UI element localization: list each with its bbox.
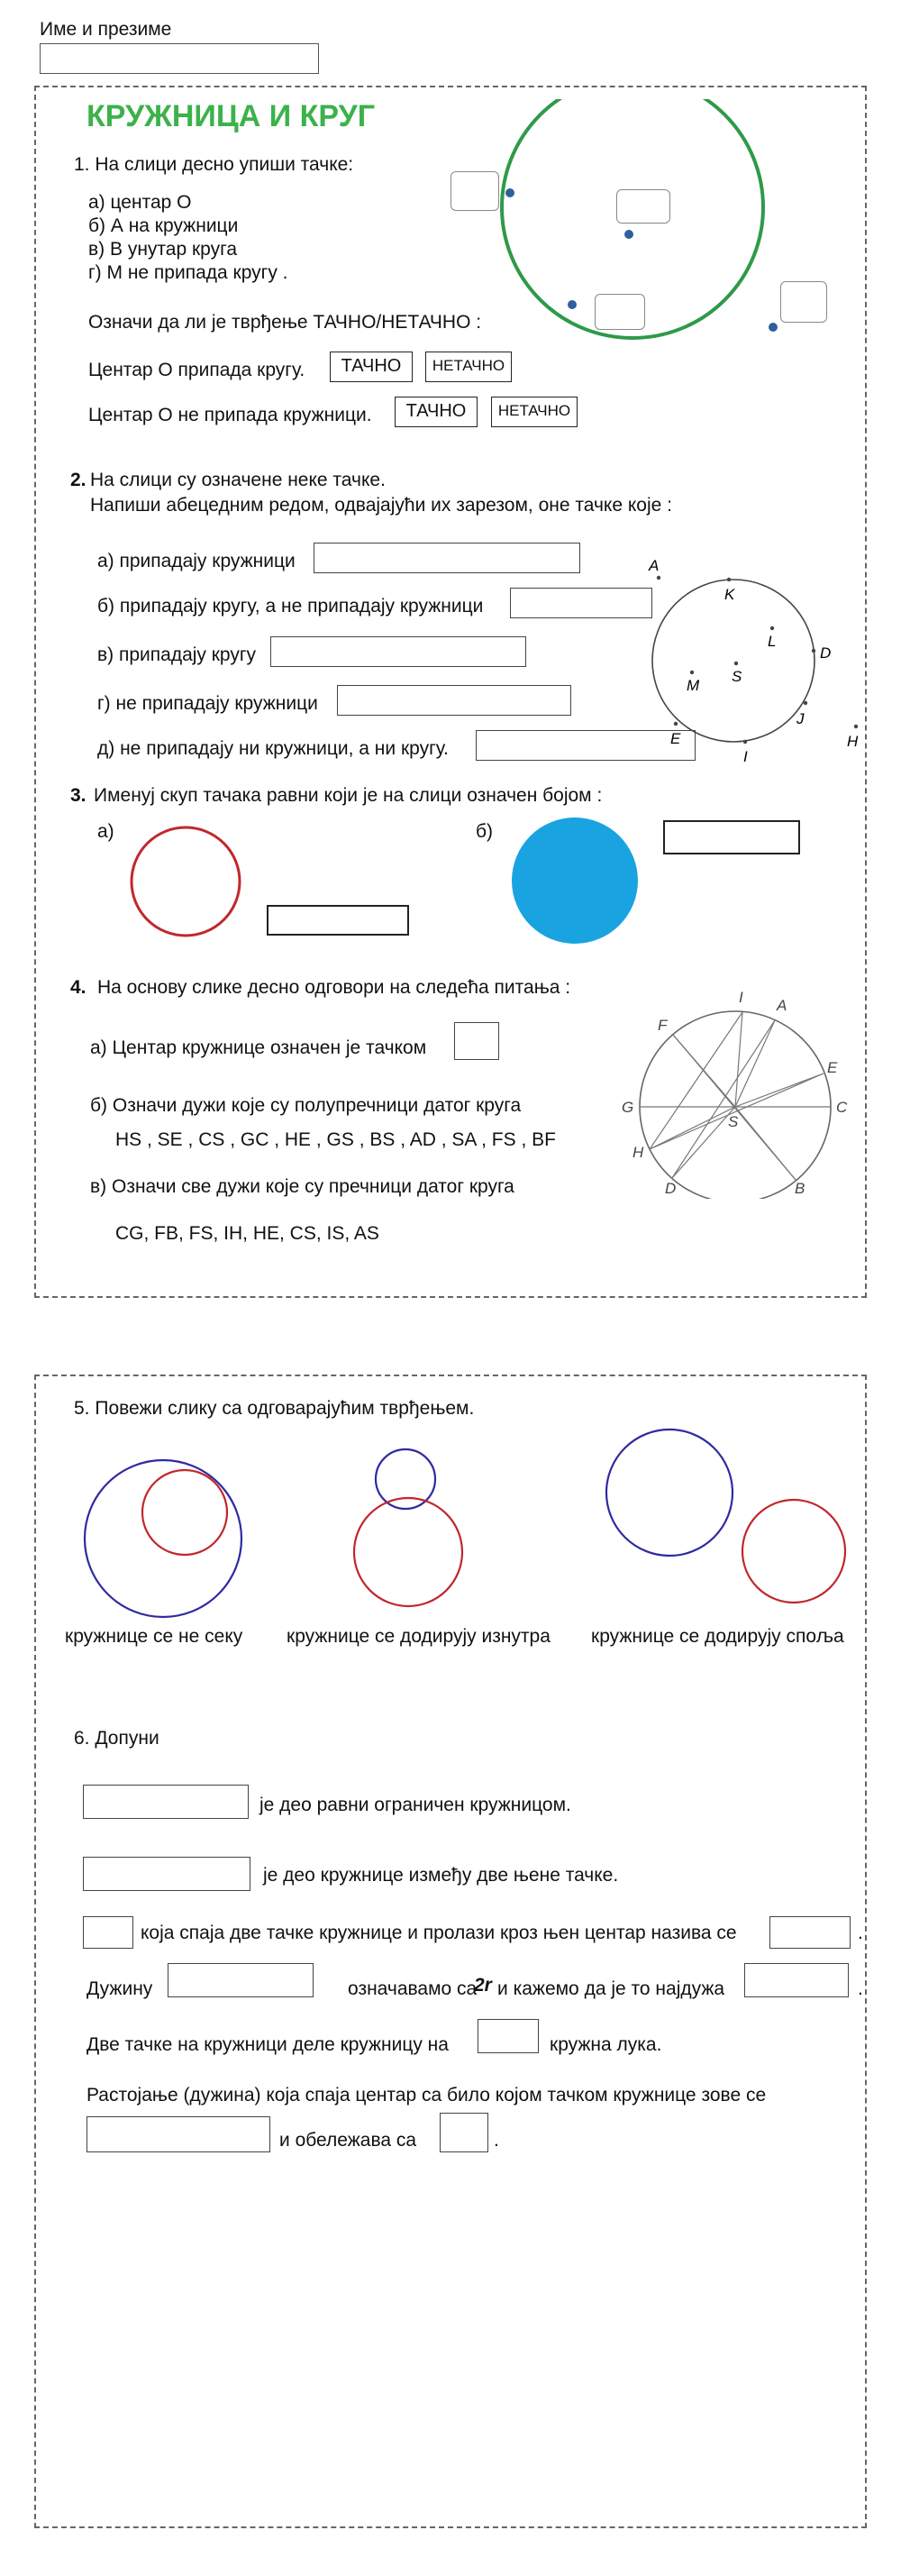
q3-number: 3. — [70, 785, 86, 806]
q4-point-label-8: D — [665, 1180, 677, 1197]
false-option-2[interactable]: НЕТАЧНО — [491, 397, 578, 427]
q2-item-e: д) не припадају ни кружници, а ни кругу. — [97, 738, 449, 759]
q6-line-4c: и кажемо да је то најдужа — [497, 1978, 725, 1999]
q1-item-c: в) В унутар круга — [88, 239, 238, 260]
dot-inside — [568, 300, 577, 309]
q4-point-label-2: F — [658, 1017, 668, 1034]
q2-item-b: б) припадају кругу, а не припадају кружници — [97, 596, 484, 617]
q1-tf-prompt: Означи да ли је тврђење ТАЧНО/НЕТАЧНО : — [88, 312, 482, 333]
q6-blank-9[interactable] — [440, 2113, 488, 2152]
q1-answer-box-1[interactable] — [450, 171, 499, 211]
dot-center — [624, 230, 633, 239]
q5-prompt: 5. Повежи слику са одговарајућим тврђењем. — [74, 1398, 475, 1419]
q6-line-4a: Дужину — [86, 1978, 153, 1999]
q2-instructions: Напиши абецедним редом, одвајајући их зарезом, оне тачке које : — [90, 495, 672, 516]
q4-radius-list[interactable]: HS , SE , CS , GC , HE , GS , BS , AD , SA , FS , BF — [115, 1129, 556, 1150]
q3-prompt: Именуј скуп тачака равни који је на слици означен бојом : — [94, 785, 603, 806]
q2-circle-figure — [631, 541, 874, 775]
q4-circle-figure — [622, 982, 856, 1199]
q1-answer-box-3[interactable] — [595, 294, 645, 330]
q6-line-4-bold: 2r — [474, 1975, 492, 1996]
q2-item-c: в) припадају кругу — [97, 644, 257, 665]
q4-diameter-list[interactable]: CG, FB, FS, IH, HE, CS, IS, AS — [115, 1223, 379, 1244]
q1-answer-box-4[interactable] — [780, 281, 827, 323]
middle-red-circle — [354, 1498, 462, 1606]
q4-number: 4. — [70, 977, 86, 998]
q2-answer-d[interactable] — [337, 685, 571, 716]
false-option-1[interactable]: НЕТАЧНО — [425, 352, 512, 382]
q6-blank-7[interactable] — [478, 2019, 539, 2053]
q2-point-label-8: I — [743, 748, 748, 765]
q4-point-label-4: G — [622, 1099, 634, 1116]
q1-answer-box-2[interactable] — [616, 189, 670, 224]
q3-circle-figure — [126, 820, 252, 946]
q4-item-a: а) Центар кружнице означен је тачком — [90, 1037, 427, 1058]
name-label: Име и презиме — [40, 19, 172, 40]
true-option-2[interactable]: ТАЧНО — [395, 397, 478, 427]
q6-line-5a: Две тачке на кружници деле кружницу на — [86, 2034, 449, 2055]
q2-point-label-2: L — [768, 633, 777, 650]
q3-label-a: а) — [97, 821, 114, 842]
q4-item-c: в) Означи све дужи које су пречници датог круга — [90, 1176, 514, 1197]
q2-point-label-9: H — [847, 733, 859, 750]
true-option-1[interactable]: ТАЧНО — [330, 352, 413, 382]
q1-item-b: б) А на кружници — [88, 215, 239, 236]
q4-answer-center[interactable] — [454, 1022, 499, 1060]
q6-blank-8[interactable] — [86, 2116, 270, 2152]
q4-point-label-5: C — [836, 1099, 848, 1116]
q3-answer-a[interactable] — [267, 905, 409, 936]
q6-line-4-end: . — [858, 1978, 863, 1999]
q6-line-7a: и обележава са — [279, 2130, 417, 2151]
q5-circle-figures — [72, 1424, 865, 1631]
q4-point-label-0: I — [739, 989, 743, 1006]
q4-item-b: б) Означи дужи које су полупречници датог круга — [90, 1095, 522, 1116]
q6-line-1: је део равни ограничен кружницом. — [259, 1795, 571, 1815]
dot-on-circle — [505, 188, 514, 197]
q1-item-a: а) центар О — [88, 192, 192, 213]
q4-point-label-9: B — [795, 1180, 805, 1197]
q2-item-d: г) не припадају кружници — [97, 693, 318, 714]
q1-statement-1: Центар О припада кругу. — [88, 360, 305, 380]
inner-red-circle — [142, 1470, 227, 1555]
q2-point-label-5: D — [820, 644, 832, 662]
q6-blank-6[interactable] — [744, 1963, 849, 1997]
q4-point-label-7: S — [728, 1113, 739, 1130]
q6-blank-2[interactable] — [83, 1857, 250, 1891]
q2-point-label-7: E — [670, 730, 681, 747]
q6-prompt: 6. Допуни — [74, 1728, 159, 1749]
q6-line-3-end: . — [858, 1923, 863, 1943]
q6-line-2: је део кружнице између две њене тачке. — [263, 1865, 619, 1886]
dot-outside — [769, 323, 778, 332]
q3-answer-b[interactable] — [663, 820, 800, 854]
q6-blank-1[interactable] — [83, 1785, 249, 1819]
right-red-circle — [742, 1500, 845, 1603]
q6-line-6: Растојање (дужина) која спаја центар са било којом тачком кружнице зове се — [86, 2085, 767, 2106]
q4-point-label-6: H — [633, 1144, 644, 1161]
q2-answer-a[interactable] — [314, 543, 580, 573]
q2-point-label-3: S — [732, 668, 742, 685]
small-blue-circle — [376, 1449, 435, 1509]
q6-blank-5[interactable] — [168, 1963, 314, 1997]
q5-label-1[interactable]: кружнице се не секу — [65, 1626, 243, 1647]
q2-point-label-1: K — [724, 586, 735, 603]
q2-point-label-4: M — [687, 677, 700, 694]
q1-prompt: 1. На слици десно упиши тачке: — [74, 154, 354, 175]
q2-point-label-0: A — [649, 557, 660, 574]
q1-item-d: г) М не припада кругу . — [88, 262, 288, 283]
q1-statement-2: Центар О не припада кружници. — [88, 405, 372, 425]
q6-blank-4[interactable] — [769, 1916, 851, 1949]
q4-point-label-3: E — [827, 1059, 838, 1076]
q2-point-label-6: J — [796, 710, 805, 727]
q5-label-2[interactable]: кружнице се додирују изнутра — [287, 1626, 551, 1647]
page-title: КРУЖНИЦА И КРУГ — [86, 99, 375, 133]
q6-blank-3[interactable] — [83, 1916, 133, 1949]
q2-answer-c[interactable] — [270, 636, 526, 667]
right-blue-circle — [606, 1430, 733, 1556]
q6-line-3: која спаја две тачке кружнице и пролази кроз њен центар назива се — [141, 1923, 737, 1943]
q4-point-label-1: A — [777, 997, 787, 1014]
q5-label-3[interactable]: кружнице се додирују споља — [591, 1626, 844, 1647]
q2-number: 2. — [70, 470, 86, 490]
q4-prompt: На основу слике десно одговори на следећа питања : — [97, 977, 571, 998]
q2-prompt: На слици су означене неке тачке. — [90, 470, 386, 490]
q3-label-b: б) — [476, 821, 494, 842]
q6-line-5b: кружна лука. — [550, 2034, 662, 2055]
q2-item-a: а) припадају кружници — [97, 551, 296, 571]
q6-line-7-end: . — [494, 2130, 499, 2151]
name-input[interactable] — [40, 43, 319, 74]
q6-line-4b: означавамо са — [348, 1978, 478, 1999]
q3-disk-figure — [505, 816, 640, 951]
